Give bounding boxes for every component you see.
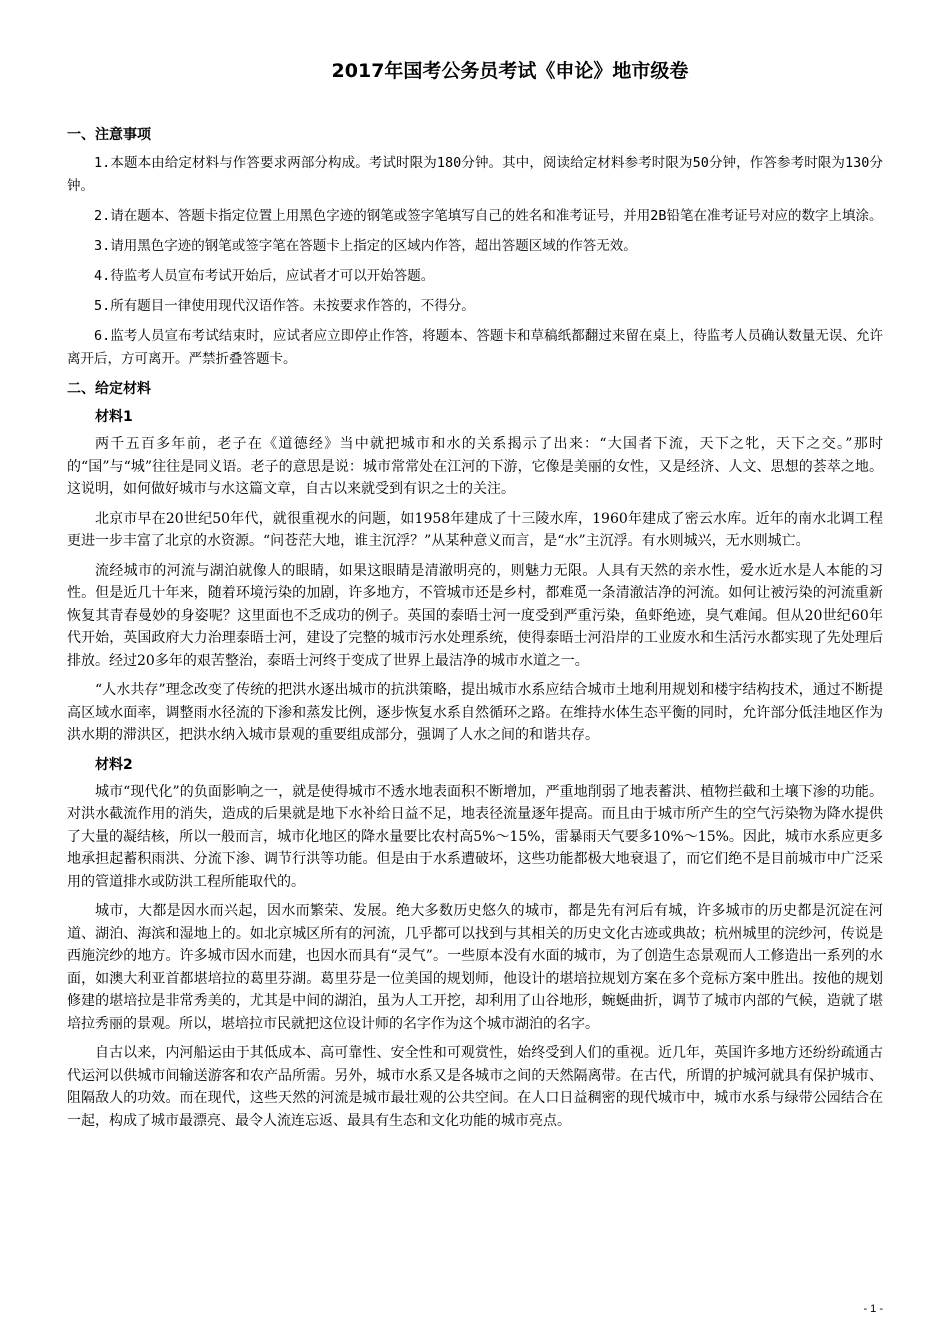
material-paragraph: 城市“现代化”的负面影响之一，就是使得城市不透水地表面积不断增加，严重地削弱了地表蓄洪、植物拦截和土壤下渗的功能。对洪水截流作用的消失，造成的后果就是地下水补给日益不足，地表径流量逐年提高。而且由于城市所产生的空气污染物为降水提供了大量的凝结核，所以一般而言，城市化地区的降水量要比农村高5%～15%，雷暴雨天气要多10%～15%。因此，城市水系应更多地承担起蓄积雨洪、分流下渗、调节行洪等功能。但是由于水系遭破坏，这些功能都极大地衰退了，而它们绝不是目前城市中广泛采用的管道排水或防洪工程所能取代的。 bbox=[67, 783, 883, 890]
notice-item: 1.本题本由给定材料与作答要求两部分构成。考试时限为180分钟。其中，阅读给定材料参考时限为50分钟，作答参考时限为130分钟。 bbox=[67, 155, 883, 194]
material-paragraph: 流经城市的河流与湖泊就像人的眼睛，如果这眼睛是清澈明亮的，则魅力无限。人具有天然的亲水性，爱水近水是人本能的习性。但是近几十年来，随着环境污染的加剧，许多地方，不管城市还是乡村，都难觅一条清澈洁净的河流。如何让被污染的河流重新恢复其青春曼妙的身姿呢？这里面也不乏成功的例子。英国的泰晤士河一度受到严重污染，鱼虾绝迹，臭气难闻。但从20世纪60年代开始，英国政府大力治理泰晤士河，建设了完整的城市污水处理系统，使得泰晤士河沿岸的工业废水和生活污水都实现了先处理后排放。经过20多年的艰苦整治，泰晤士河终于变成了世界上最洁净的城市水道之一。 bbox=[67, 562, 883, 669]
material-paragraph: “人水共存”理念改变了传统的把洪水逐出城市的抗洪策略，提出城市水系应结合城市土地利用规划和楼宇结构技术，通过不断提高区域水面率，调整雨水径流的下渗和蒸发比例，逐步恢复水系自然循环之路。在维持水体生态平衡的同时，允许部分低洼地区作为洪水期的滞洪区，把洪水纳入城市景观的重要组成部分，强调了人水之间的和谐共存。 bbox=[67, 682, 883, 743]
material-paragraph: 两千五百多年前，老子在《道德经》当中就把城市和水的关系揭示了出来：“大国者下流，天下之牝，天下之交。”那时的“国”与“城”往往是同义语。老子的意思是说：城市常常处在江河的下游，它像是美丽的女性，又是经济、人文、思想的荟萃之地。这说明，如何做好城市与水这篇文章，自古以来就受到有识之士的关注。 bbox=[67, 436, 883, 497]
material-paragraph: 自古以来，内河船运由于其低成本、高可靠性、安全性和可观赏性，始终受到人们的重视。近几年，英国许多地方还纷纷疏通古代运河以供城市间输送游客和农产品所需。另外，城市水系又是各城市之间的天然隔离带。在古代，所谓的护城河就具有保护城市、阻隔敌人的功效。而在现代，这些天然的河流是城市最壮观的公共空间。在人口日益稠密的现代城市中，城市水系与绿带公园结合在一起，构成了城市最漂亮、最令人流连忘返、最具有生态和文化功能的城市亮点。 bbox=[67, 1045, 883, 1129]
material-paragraph: 城市，大都是因水而兴起，因水而繁荣、发展。绝大多数历史悠久的城市，都是先有河后有城，许多城市的历史都是沉淀在河道、湖泊、海滨和湿地上的。如北京城区所有的河流，几乎都可以找到与其相关的历史文化古迹或典故；杭州城里的浣纱河，传说是西施浣纱的地方。许多城市因水而建，也因水而具有“灵气”。一些原本没有水面的城市，为了创造生态景观而人工修造出一系列的水面，如澳大利亚首都堪培拉的葛里芬湖。葛里芬是一位美国的规划师，他设计的堪培拉规划方案在多个竞标方案中胜出。按他的规划修建的堪培拉是非常秀美的，尤其是中间的湖泊，虽为人工开挖，却利用了山谷地形，蜿蜒曲折，调节了城市内部的气候，造就了堪培拉秀丽的景观。所以，堪培拉市民就把这位设计师的名字作为这个城市湖泊的名字。 bbox=[67, 903, 883, 1032]
material-1-label: 材料1 bbox=[95, 409, 133, 425]
notice-item: 5.所有题目一律使用现代汉语作答。未按要求作答的，不得分。 bbox=[94, 298, 475, 314]
notice-item: 6.监考人员宣布考试结束时，应试者应立即停止作答，将题本、答题卡和草稿纸都翻过来留在桌上，待监考人员确认数量无误、允许离开后，方可离开。严禁折叠答题卡。 bbox=[67, 328, 883, 367]
document-title: 2017年国考公务员考试《申论》地市级卷 bbox=[331, 60, 689, 82]
notice-item: 3.请用黑色字迹的钢笔或签字笔在答题卡上指定的区域内作答，超出答题区域的作答无效。 bbox=[94, 238, 637, 254]
document-page bbox=[67, 58, 883, 1139]
materials-heading: 二、给定材料 bbox=[67, 381, 151, 397]
notice-item: 2.请在题本、答题卡指定位置上用黑色字迹的钢笔或签字笔填写自己的姓名和准考证号，并用2B铅笔在准考证号对应的数字上填涂。 bbox=[94, 208, 883, 224]
page-number: - 1 - bbox=[863, 1303, 883, 1315]
material-2-label: 材料2 bbox=[95, 756, 133, 773]
material-paragraph: 北京市早在20世纪50年代，就很重视水的问题，如1958年建成了十三陵水库，1960年建成了密云水库。近年的南水北调工程更进一步丰富了北京的水资源。“问苍茫大地，谁主沉浮？”从某种意义而言，是“水”主沉浮。有水则城兴，无水则城亡。 bbox=[67, 510, 883, 549]
notice-heading: 一、注意事项 bbox=[67, 127, 151, 143]
notice-item: 4.待监考人员宣布考试开始后，应试者才可以开始答题。 bbox=[94, 268, 435, 284]
